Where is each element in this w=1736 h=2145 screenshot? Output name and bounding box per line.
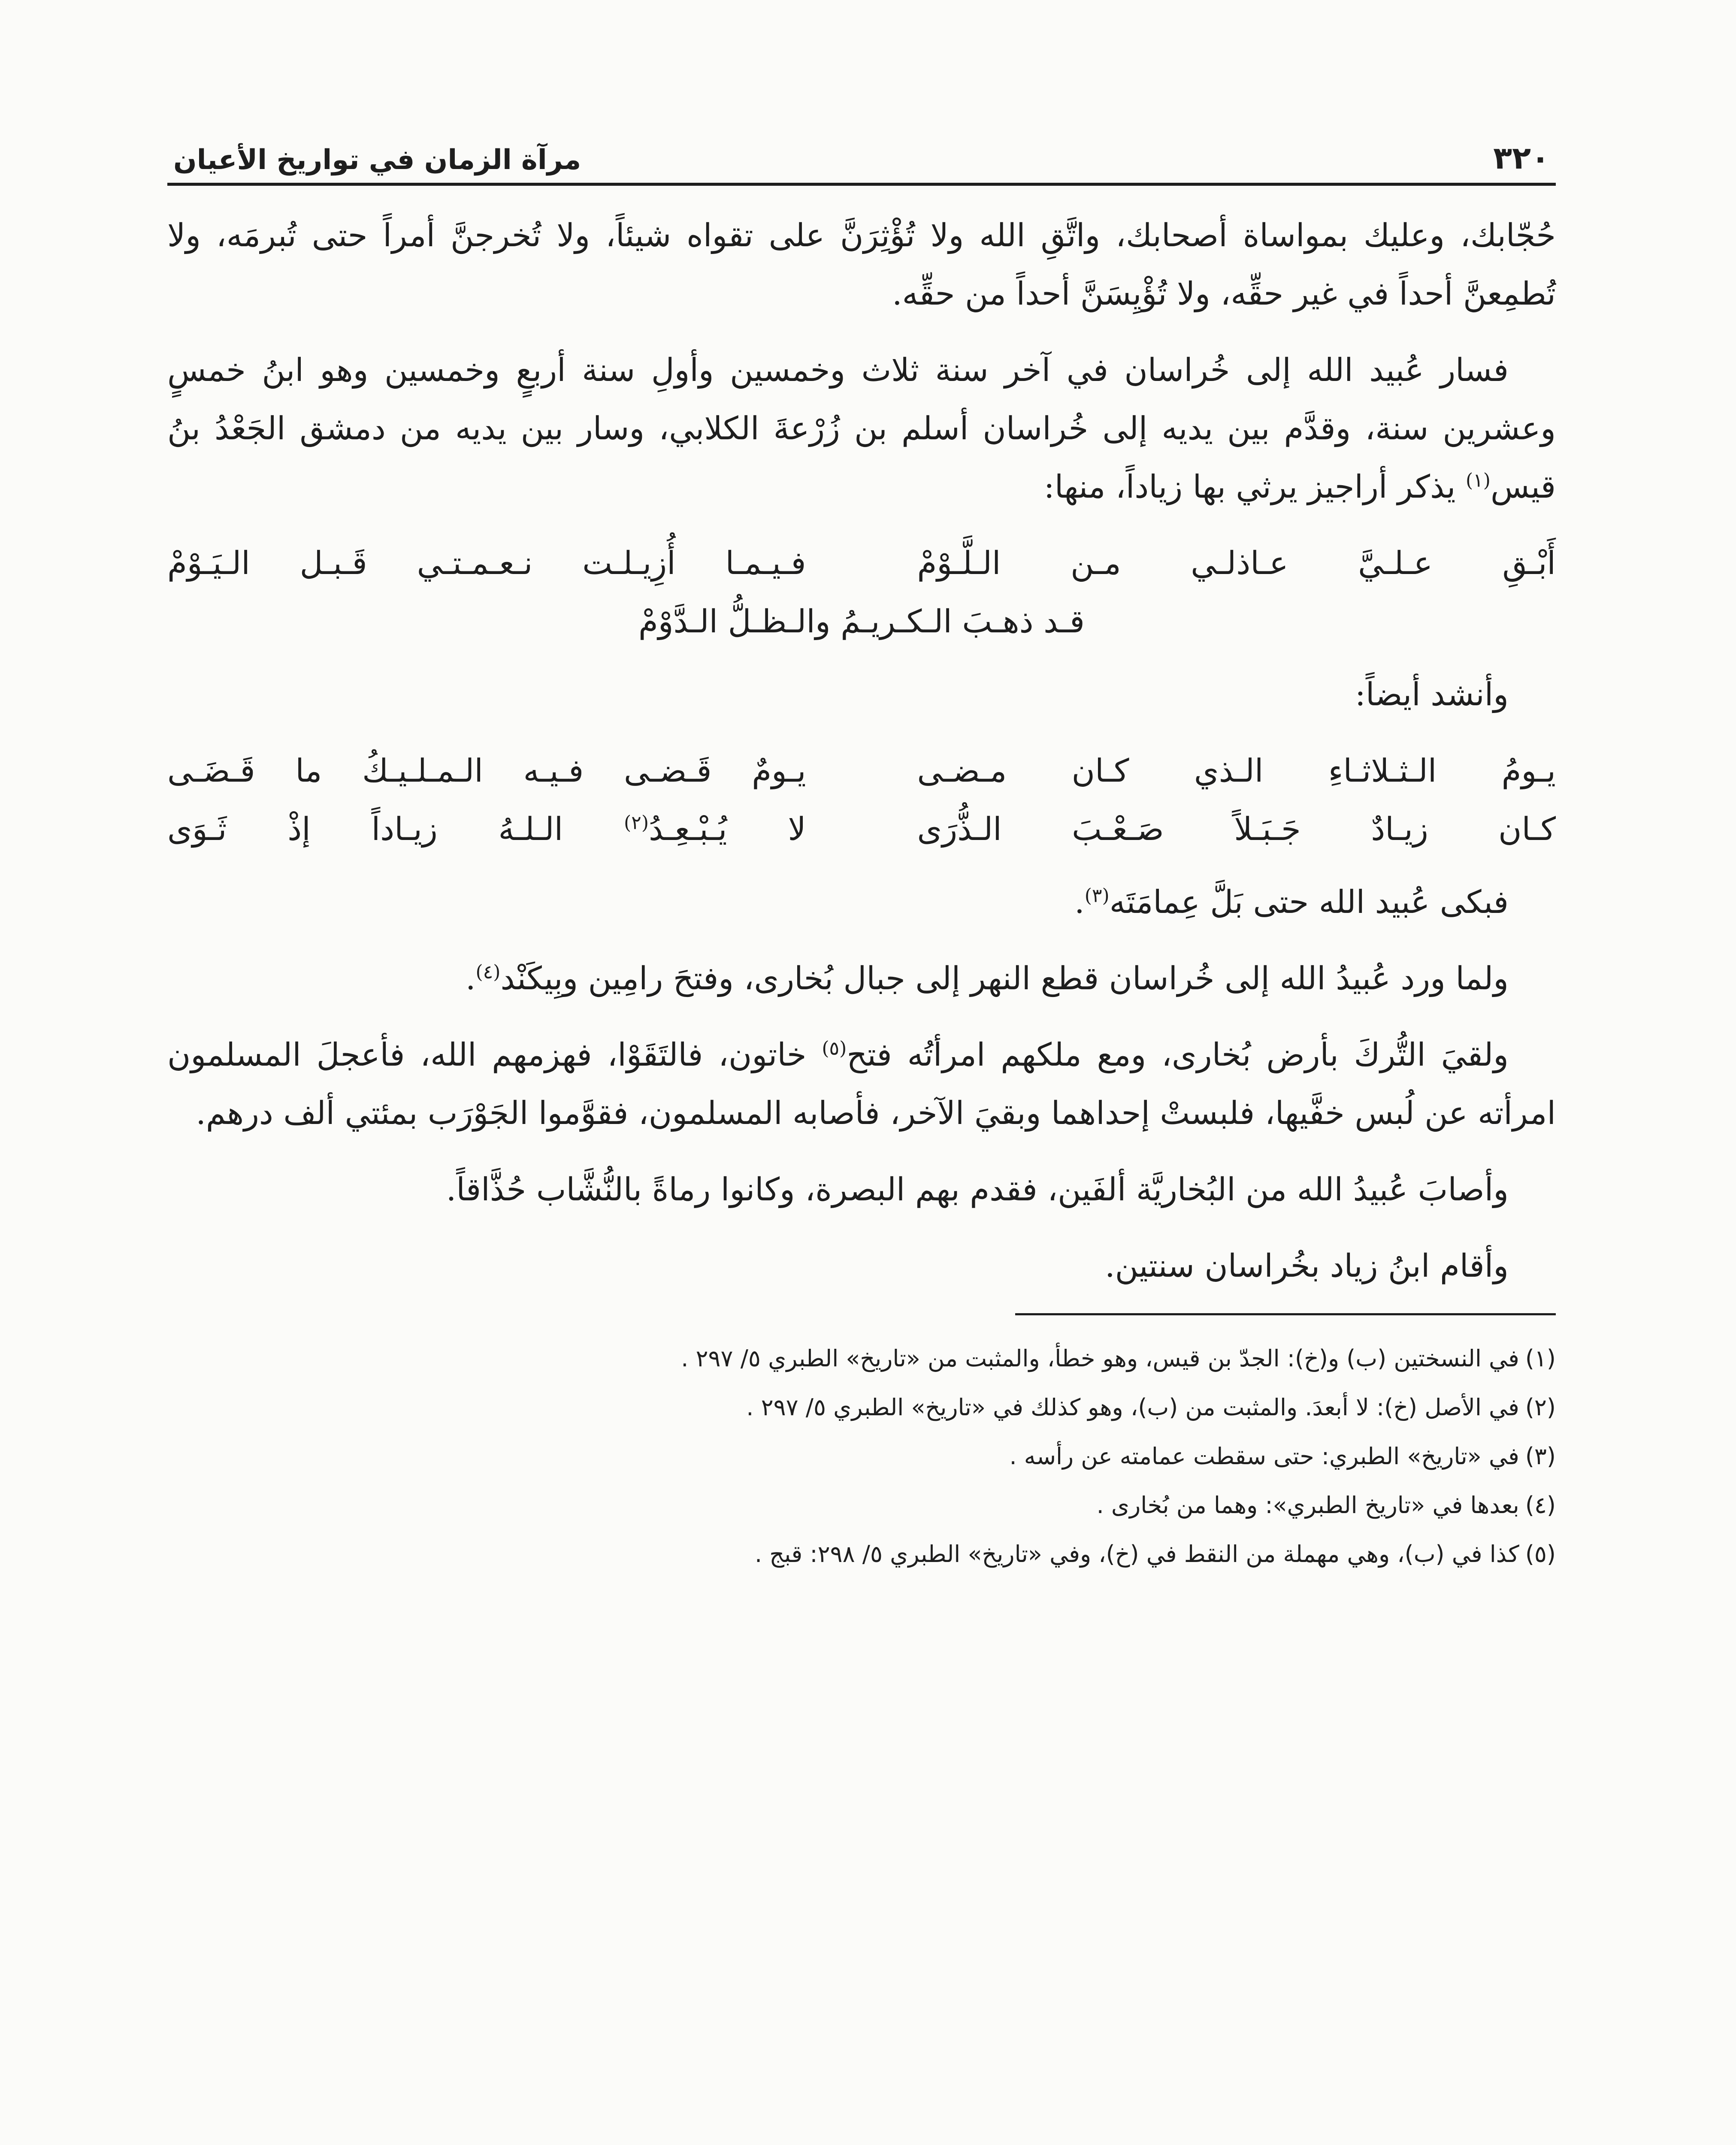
verse-line — [167, 742, 1556, 800]
verse-line-centered: قـد ذهـبَ الـكـريـمُ والـظـلُّ الـدَّوْمْ — [638, 603, 1085, 640]
poem-intro — [167, 665, 1556, 724]
verse-text: لا يُـبْـعِـدُ — [648, 811, 806, 848]
page-number: ٣٢٠ — [1493, 140, 1550, 176]
poem-intro-text: وأنشد أيضاً: — [1355, 676, 1509, 713]
paragraph-text: فبكى عُبيد الله حتى بَلَّ عِمامَتَه — [1109, 884, 1509, 921]
footnote-4 — [167, 1481, 1556, 1530]
footnote-number: (٤) — [1525, 1492, 1556, 1519]
paragraph-text: وأصابَ عُبيدُ الله من البُخاريَّة ألفَين، فقدم بهم البصرة، وكانوا رماةً بالنُّشَّاب حُذَّاقاً. — [446, 1171, 1509, 1208]
footnote-ref-4[interactable]: (٤) — [475, 961, 501, 983]
verse-hemistich-left: يـومٌ قَـضـى فـيـه الـمـلـيـكُ ما قَـضَـى — [167, 752, 806, 789]
footnote-number: (٢) — [1525, 1394, 1556, 1421]
footnote-2 — [167, 1383, 1556, 1432]
footnote-text: بعدها في «تاريخ الطبري»: وهما من بُخارى . — [1096, 1492, 1519, 1519]
footnote-text: في النسختين (ب) و(خ): الجدّ بن قيس، وهو خطأ، والمثبت من «تاريخ» الطبري ٥/ ٢٩٧ . — [681, 1345, 1519, 1372]
footnote-ref-5[interactable]: (٥) — [822, 1037, 847, 1060]
footnote-ref-2[interactable]: (٢) — [624, 812, 649, 834]
footnote-5 — [167, 1530, 1556, 1579]
book-title: مرآة الزمان في تواريخ الأعيان — [173, 144, 581, 176]
paragraph-text: ولما ورد عُبيدُ الله إلى خُراسان قطع النهر إلى جبال بُخارى، وفتحَ رامِين وبِيكَنْد — [500, 960, 1509, 997]
footnote-text: في «تاريخ» الطبري: حتى سقطت عمامته عن رأسه . — [1009, 1443, 1519, 1470]
paragraph-text-cont: . — [1074, 884, 1085, 921]
paragraph-text: وأقام ابنُ زياد بخُراسان سنتين. — [1105, 1248, 1509, 1284]
paragraph-7 — [167, 1237, 1556, 1295]
paragraph-2 — [167, 341, 1556, 516]
footnote-number: (٣) — [1525, 1443, 1556, 1470]
paragraph-text-cont: يذكر أراجيز يرثي بها زياداً، منها: — [1043, 468, 1466, 505]
verse-text: الـلـهُ زيـاداً إذْ ثَـوَى — [167, 811, 624, 848]
verse-line — [167, 800, 1556, 858]
paragraph-6 — [167, 1160, 1556, 1219]
paragraph-4 — [167, 949, 1556, 1008]
paragraph-5 — [167, 1026, 1556, 1142]
verse-line — [167, 534, 1556, 592]
running-head — [167, 124, 1556, 186]
footnotes — [167, 1334, 1556, 1579]
verse-hemistich-left: فـيـمـا أُزِيـلـت نـعـمـتـي قَـبـل الـيَـوْمْ — [167, 545, 806, 582]
verse-hemistich-right: يـومُ الـثـلاثـاءِ الـذي كـان مـضـى — [917, 752, 1556, 789]
book-page — [167, 124, 1556, 2145]
paragraph-text: فسار عُبيد الله إلى خُراسان في آخر سنة ثلاث وخمسين وأولِ سنة أربعٍ وخمسين وهو ابنُ خمسٍ وعشرين سنة، وقدَّم بين يديه إلى خُراسان أسلم بن زُرْعةَ الكلابي، وسار بين يديه من دمشق الجَعْدُ بنُ قيس — [167, 352, 1556, 505]
footnote-ref-3[interactable]: (٣) — [1084, 885, 1110, 907]
footnote-1 — [167, 1334, 1556, 1383]
poem-1 — [167, 534, 1556, 651]
paragraph-3 — [167, 873, 1556, 931]
footnote-text: كذا في (ب)، وهي مهملة من النقط في (خ)، وفي «تاريخ» الطبري ٥/ ٢٩٨: قبج . — [754, 1541, 1519, 1568]
verse-hemistich-right: أَبْـقِ عـلـيَّ عـاذلـي مـن الـلَّـوْمْ — [917, 545, 1556, 582]
footnote-text: في الأصل (خ): لا أبعدَ. والمثبت من (ب)، وهو كذلك في «تاريخ» الطبري ٥/ ٢٩٧ . — [746, 1394, 1519, 1421]
footnote-divider — [1015, 1313, 1556, 1315]
footnote-3 — [167, 1432, 1556, 1481]
paragraph-text: حُجّابك، وعليك بمواساة أصحابك، واتَّقِ الله ولا تُؤْثِرَنَّ على تقواه شيئاً، ولا تُخرجنَّ أمراً حتى تُبرمَه، ولا تُطمِعنَّ أحداً في غير حقِّه، ولا تُؤْيِسَنَّ أحداً من حقِّه. — [167, 217, 1556, 312]
paragraph-text-cont: خاتون، فالتَقَوْا، فهزمهم الله، فأعجلَ المسلمون امرأته عن لُبس خفَّيها، فلبستْ إحداهما وبقيَ الآخر، فأصابه المسلمون، فقوَّموا الجَوْرَب بمئتي ألف درهم. — [167, 1036, 1556, 1132]
verse-hemistich-right: كـان زيـادٌ جَـبَـلاً صَـعْـبَ الـذُّرَى — [917, 811, 1556, 848]
paragraph-text: ولقيَ التُّركَ بأرض بُخارى، ومع ملكهم امرأتُه فتح — [847, 1036, 1509, 1073]
verse-hemistich-left — [167, 800, 806, 858]
main-text — [167, 206, 1556, 1295]
poem-2 — [167, 742, 1556, 858]
paragraph-1 — [167, 206, 1556, 323]
footnote-number: (١) — [1525, 1345, 1556, 1372]
footnote-ref-1[interactable]: (١) — [1465, 469, 1491, 492]
paragraph-text-cont: . — [465, 960, 476, 997]
footnote-number: (٥) — [1525, 1541, 1556, 1568]
